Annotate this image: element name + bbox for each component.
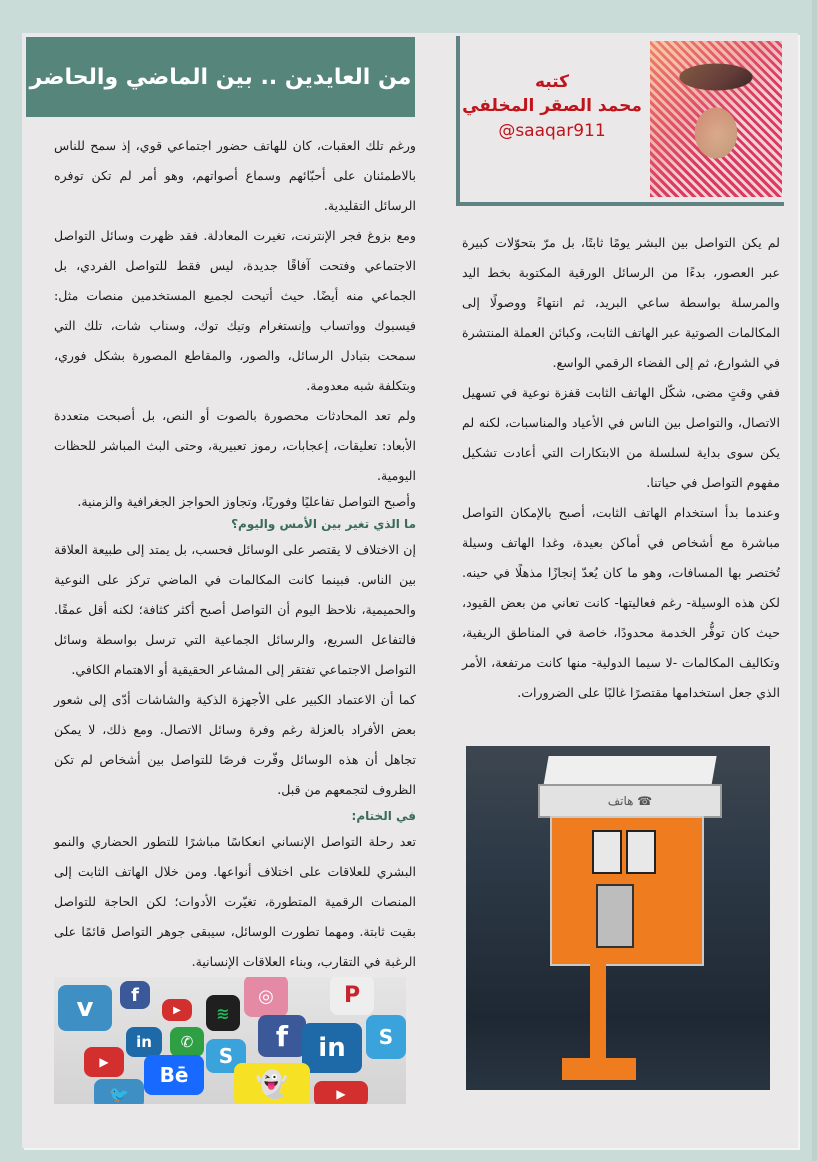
behance-icon: Bē xyxy=(144,1055,204,1095)
whatsapp-icon: ✆ xyxy=(170,1027,204,1057)
booth-card xyxy=(592,830,622,874)
booth-card xyxy=(626,830,656,874)
page-edge xyxy=(812,0,817,1161)
paragraph: ورغم تلك العقبات، كان للهاتف حضور اجتماعي قوي، إذ سمح للناس بالاطمئنان على أحبّائهم وسماع أصواتهم، وهو أمر لم تكن توفره الرسائل التقليدية. xyxy=(54,138,416,213)
title-banner xyxy=(26,37,415,117)
booth-sign-text: هاتف xyxy=(607,794,634,808)
social-media-image xyxy=(54,977,406,1104)
vimeo-icon: v xyxy=(58,985,112,1031)
right-column xyxy=(462,228,780,708)
spotify-icon: ≋ xyxy=(206,995,240,1031)
heading-change: ما الذي تغير بين الأمس واليوم؟ xyxy=(231,517,416,531)
heading-conclusion: في الختام: xyxy=(351,809,416,823)
booth-roof xyxy=(543,756,716,786)
author-label: كتبه xyxy=(534,72,570,92)
skype-icon: S xyxy=(366,1015,406,1059)
booth-pole xyxy=(590,962,606,1018)
left-column xyxy=(54,131,416,977)
youtube-icon: ▶ xyxy=(84,1047,124,1077)
paragraph: ففي وقتٍ مضى، شكّل الهاتف الثابت قفزة نوعية في تسهيل الاتصال، والتواصل بين الناس في الأعياد والمناسبات، لكنه لم يكن سوى بداية لسلسلة من الابتكارات التي أعادت تشكيل مفهوم التواصل في حياتنا. xyxy=(462,385,780,490)
youtube-icon: ▶ xyxy=(314,1081,368,1104)
facebook-icon: f xyxy=(258,1015,306,1057)
snapchat-icon: 👻 xyxy=(234,1063,310,1104)
skype-icon: S xyxy=(206,1039,246,1073)
booth-sign xyxy=(538,784,722,818)
twitter-icon: 🐦 xyxy=(94,1079,144,1104)
author-box xyxy=(456,36,784,206)
phone-icon: ☎ xyxy=(633,794,653,808)
paragraph: كما أن الاعتماد الكبير على الأجهزة الذكية والشاشات أدّى إلى شعور بعض الأفراد بالعزلة رغم وفرة وسائل الاتصال. ومع ذلك، لا يمكن تجاهل أن هذه الوسائل وفّرت فرصًا للتواصل بين أشخاص لم تكن الظروف لتجمعهم من قبل. xyxy=(54,692,416,797)
paragraph: ومع بزوغ فجر الإنترنت، تغيرت المعادلة. فقد ظهرت وسائل التواصل الاجتماعي وفتحت آفاقًا جديدة، ليس فقط للتواصل الفردي، بل الجماعي منه أيضًا. حيث أتيحت لجميع المستخدمين منصات مثل: فيسبوك وواتساب وإنستغرام وتيك توك، وسناب شات، تلك التي سمحت بتبادل الرسائل، والصور، والمقاطع المصورة بشكل فوري، وبتكلفة شبه معدومة. xyxy=(54,228,416,393)
author-name: محمد الصقر المخلفي xyxy=(462,96,642,116)
paragraph: وأصبح التواصل تفاعليًا وفوريًا، وتجاوز الحواجز الجغرافية والزمنية. xyxy=(77,494,416,509)
paragraph: إن الاختلاف لا يقتصر على الوسائل فحسب، بل يمتد إلى طبيعة العلاقة بين الناس. فبينما كانت المكالمات في الماضي تركز على النوعية والحميمية، نلاحظ اليوم أن التواصل أصبح أكثر كثافة؛ لكنه أقل عمقًا. فالتفاعل السريع، والرسائل الجماعية التي ترسل بواسطة وسائل التواصل الاجتماعي تفتقر إلى المشاعر الحقيقية أو الاهتمام الكافي. xyxy=(54,542,416,677)
paragraph: ولم تعد المحادثات محصورة بالصوت أو النص، بل أصبحت متعددة الأبعاد: تعليقات، إعجابات، رموز تعبيرية، وحتى البث المباشر للحظات اليومية. xyxy=(54,408,416,483)
booth-body xyxy=(550,816,704,966)
facebook-icon: f xyxy=(120,981,150,1009)
paragraph: تعد رحلة التواصل الإنساني انعكاسًا مباشرًا للتطور الحضاري والنمو البشري للعلاقات على اختلاف أنواعها. ومن خلال الهاتف الثابت إلى المنصات الرقمية المتطورة، تغيّرت الأدوات؛ لكن الحاجة للتواصل بقيت ثابتة. ومهما تطورت الوسائل، سيبقى جوهر التواصل قائمًا على الرغبة في التقارب، وبناء العلاقات الإنسانية. xyxy=(54,834,416,969)
author-photo xyxy=(650,41,782,197)
youtube-icon: ▶ xyxy=(162,999,192,1021)
booth-base xyxy=(562,1058,636,1080)
linkedin-icon: in xyxy=(126,1027,162,1057)
article-title: من العايدين .. بين الماضي والحاضر xyxy=(29,64,412,90)
author-handle[interactable]: @saaqar911 xyxy=(498,121,606,141)
booth-pole xyxy=(590,1018,606,1058)
paragraph: وعندما بدأ استخدام الهاتف الثابت، أصبح بالإمكان التواصل مباشرة مع أشخاص في أماكن بعيدة، وغدا الهاتف وسيلة تُختصر بها المسافات، وهو ما كان يُعدّ إنجازًا مذهلًا في حينه. لكن هذه الوسيلة- رغم فعاليتها- كانت تعاني من بعض القيود، حيث كان توفُّر الخدمة محدودًا، خاصة في المناطق الريفية، وتكاليف المكالمات -لا سيما الدولية- منها كانت مرتفعة، الأمر الذي جعل استخدامها مقتصرًا غالبًا على الضرورات. xyxy=(462,505,780,700)
instagram-icon: ◎ xyxy=(244,977,288,1017)
payphone-icon xyxy=(596,884,634,948)
phone-booth-image-lower xyxy=(466,1018,770,1090)
pinterest-icon: P xyxy=(330,977,374,1015)
linkedin-icon: in xyxy=(302,1023,362,1073)
paragraph: لم يكن التواصل بين البشر يومًا ثابتًا، بل مرّ بتحوّلات كبيرة عبر العصور، بدءًا من الرسائل الورقية المكتوبة بخط اليد والمرسلة بواسطة ساعي البريد، ثم انتهاءً ووصولًا إلى المكالمات الصوتية عبر الهاتف الثابت، وكبائن العملة المنتشرة في الشوارع، ثم إلى الفضاء الرقمي الواسع. xyxy=(462,235,780,370)
author-info xyxy=(460,70,644,144)
photo-background xyxy=(650,41,782,197)
phone-booth-image xyxy=(466,746,770,1018)
